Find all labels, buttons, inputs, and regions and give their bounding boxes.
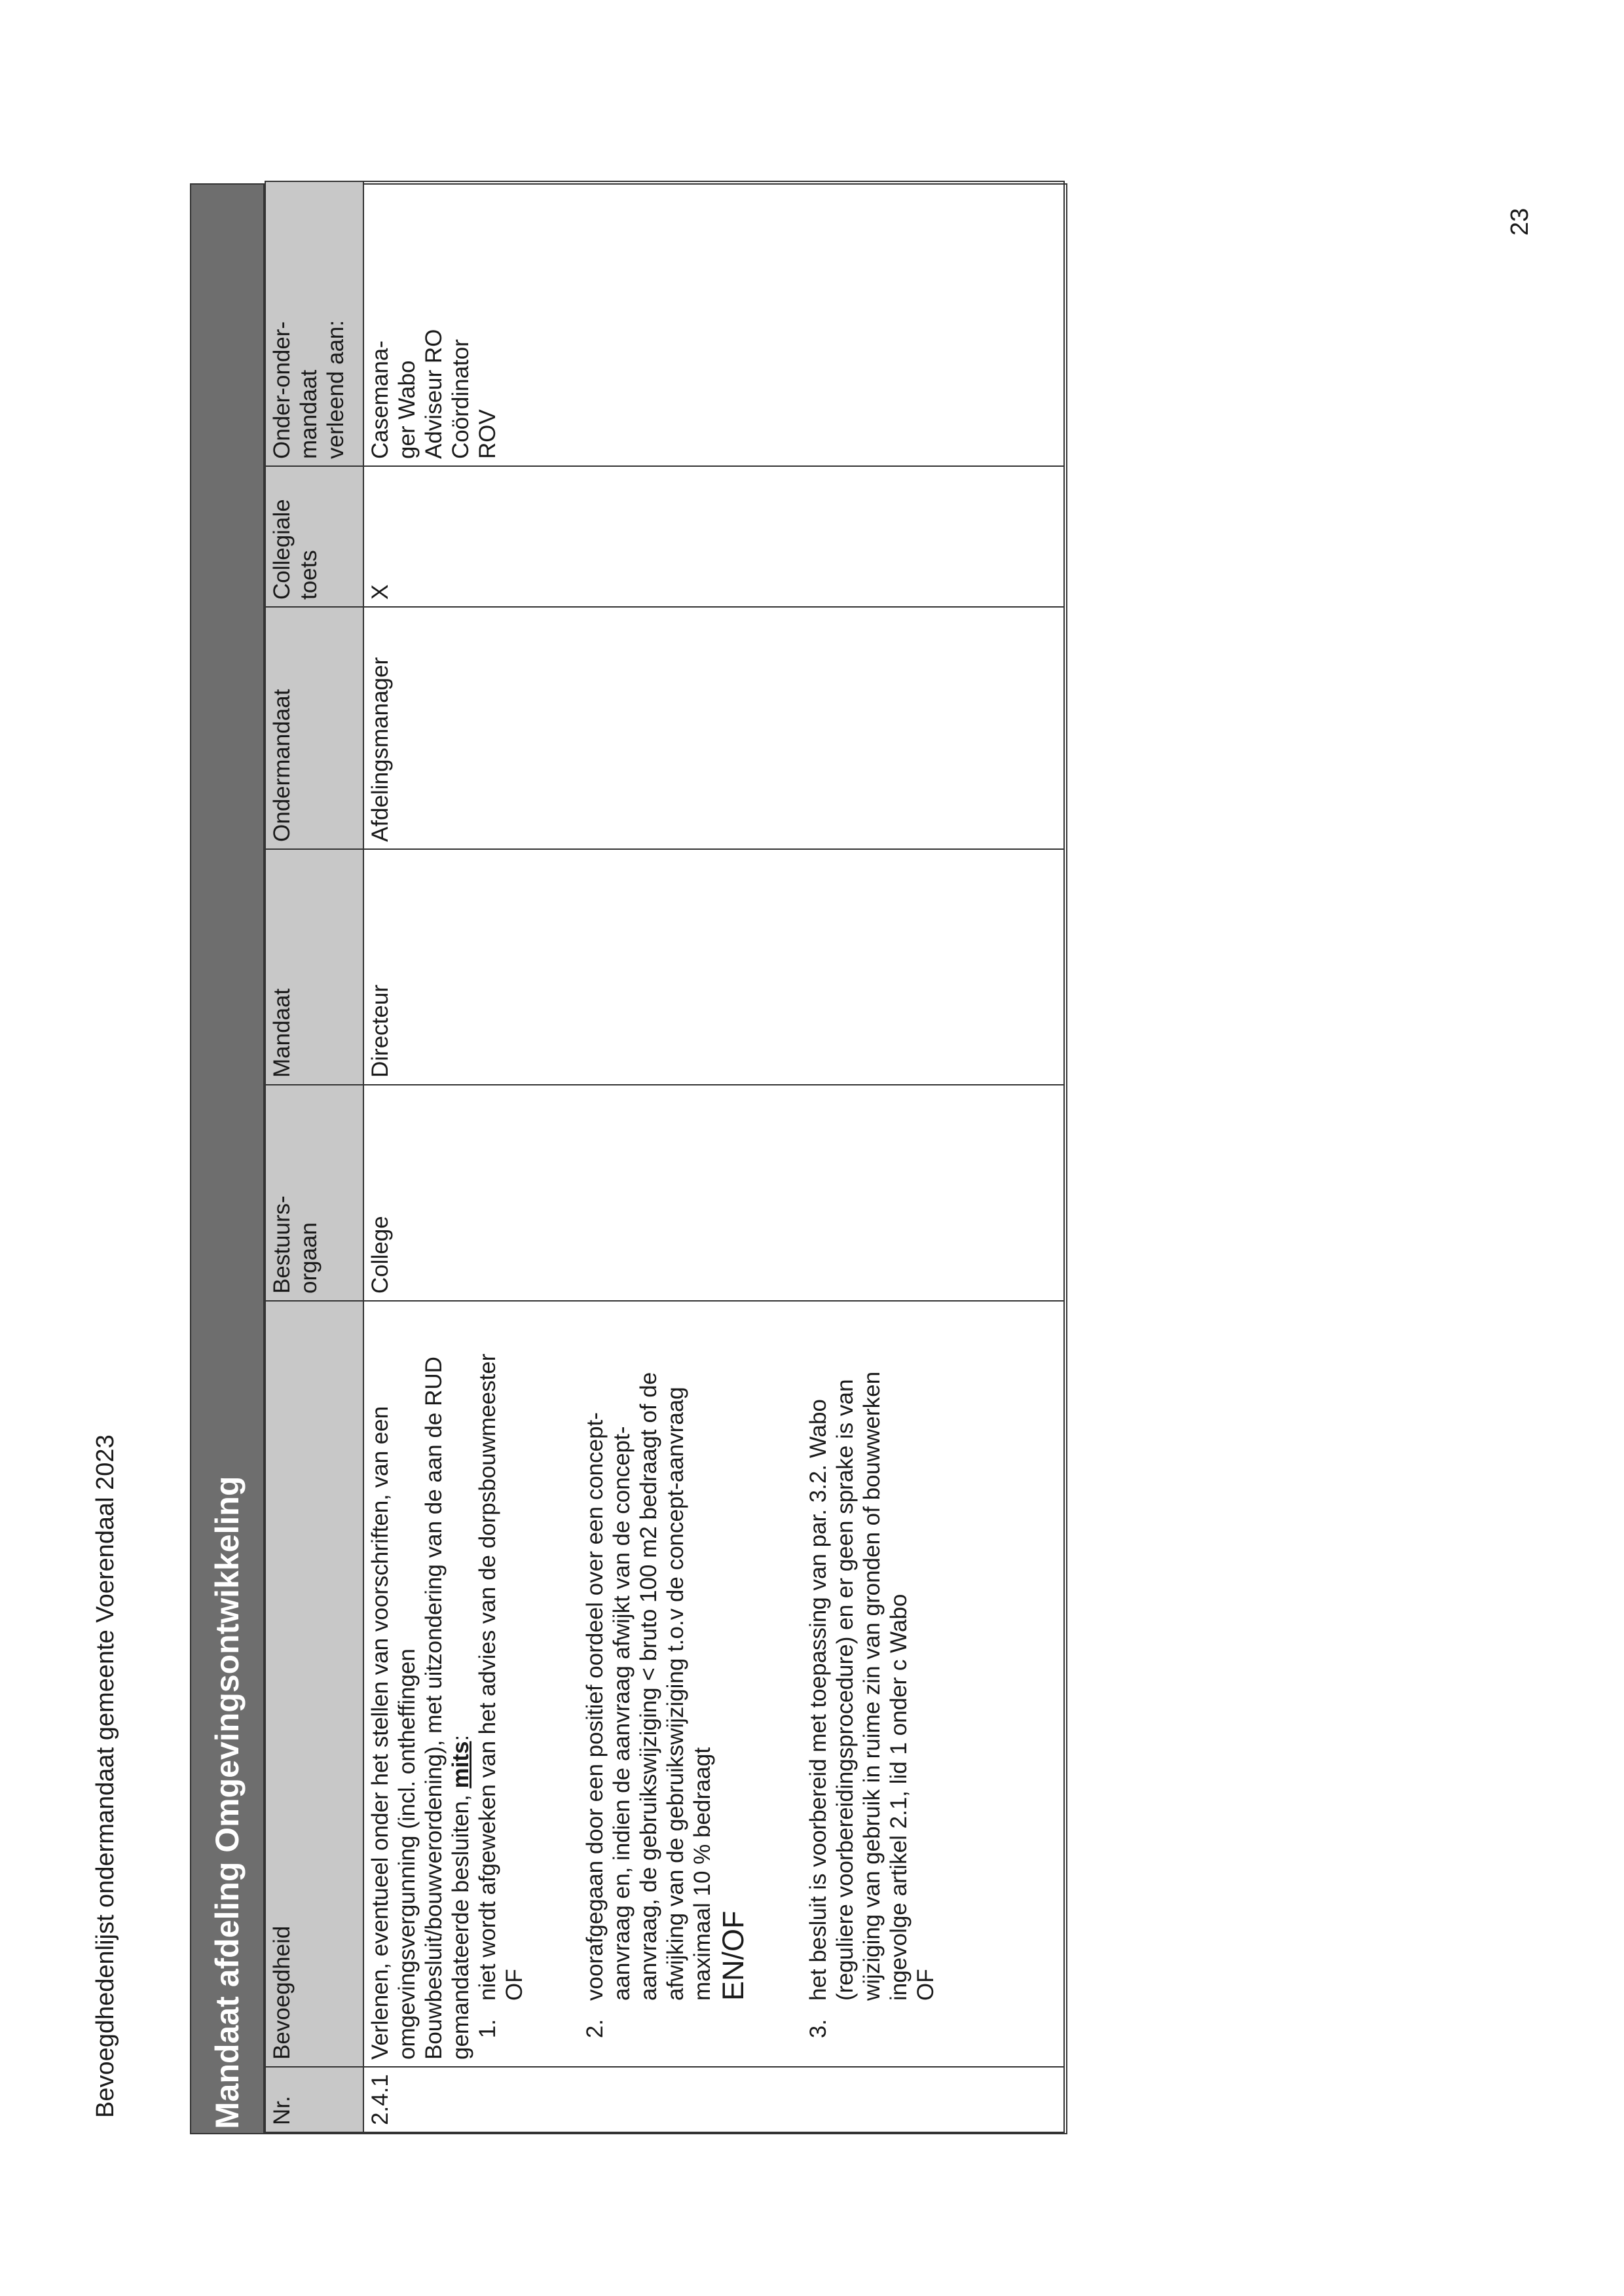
cell-bevoegdheid <box>363 1301 1064 2067</box>
col-header-oo-line1: Onder-onder- <box>269 321 295 459</box>
table-row <box>363 181 1064 2132</box>
oo-line: Casemana- <box>367 340 393 459</box>
condition-number: 1. <box>475 2019 500 2039</box>
header-row <box>265 181 363 2132</box>
col-header-collegiale-toets <box>265 466 363 607</box>
page-number: 23 <box>1506 208 1534 236</box>
condition-connector: EN/OF <box>716 1910 750 2001</box>
condition-line: aanvraag en, indien de aanvraag afwijkt van de concept- <box>609 1426 635 2001</box>
col-header-bevoegdheid: Bevoegdheid <box>265 1301 363 2067</box>
col-header-oo-line3: verleend aan: <box>323 319 348 459</box>
oo-line: Coördinator <box>448 339 473 459</box>
col-header-bestuursorgaan-line2: orgaan <box>296 1222 322 1294</box>
condition-number: 3. <box>805 2019 831 2039</box>
mandate-grid <box>265 181 1065 2133</box>
intro-line-text: gemandateerde besluiten, <box>448 1795 473 2060</box>
condition-line: OF <box>502 1969 527 2001</box>
intro-line: Bouwbesluit/bouwverordening), met uitzondering van de aan de RUD <box>421 1357 447 2060</box>
intro-line: omgevingsvergunning (incl. ontheffingen <box>394 1649 420 2060</box>
condition-line: OF <box>913 1969 938 2001</box>
condition-line: wijziging van gebruik in ruime zin van gronden of bouwwerken <box>859 1371 885 2001</box>
condition-text <box>474 1308 528 2001</box>
cell-mandaat: Directeur <box>363 849 1064 1085</box>
cell-collegiale-toets: X <box>363 466 1064 607</box>
list-spacer <box>751 1308 805 2060</box>
col-header-ondermandaat: Ondermandaat <box>265 607 363 849</box>
cell-bestuursorgaan: College <box>363 1085 1064 1301</box>
condition-list <box>474 1308 939 2060</box>
condition-line: afwijking van de gebruikswijziging t.o.v de concept-aanvraag <box>663 1387 688 2001</box>
col-header-bestuursorgaan-line1: Bestuurs- <box>269 1195 295 1294</box>
intro-line: Verlenen, eventueel onder het stellen van voorschriften, van een <box>367 1406 393 2060</box>
col-header-onder-ondermandaat <box>265 181 363 466</box>
cell-nr: 2.4.1 <box>363 2067 1064 2132</box>
oo-line: Adviseur RO <box>421 329 447 459</box>
col-header-nr: Nr. <box>265 2067 363 2132</box>
condition-text <box>581 1308 751 2001</box>
condition-line: niet wordt afgeweken van het advies van de dorpsbouwmeester <box>475 1353 500 2001</box>
col-header-toets-line1: Collegiale <box>269 499 295 600</box>
mits-colon: : <box>448 1734 473 1741</box>
condition-line: maximaal 10 % bedraagt <box>690 1747 715 2001</box>
condition-item <box>474 1308 528 2060</box>
condition-item <box>581 1308 751 2060</box>
table-banner: Mandaat afdeling Omgevingsontwikkeling <box>191 185 265 2133</box>
oo-line: ROV <box>475 409 500 459</box>
condition-line: (reguliere voorbereidingsprocedure) en er geen sprake is van <box>832 1379 858 2001</box>
condition-line: het besluit is voorbereid met toepassing van par. 3.2. Wabo <box>805 1399 831 2001</box>
col-header-bestuursorgaan <box>265 1085 363 1301</box>
condition-line: voorafgegaan door een positief oordeel over een concept- <box>582 1412 608 2001</box>
col-header-mandaat: Mandaat <box>265 849 363 1085</box>
intro-line <box>447 1308 474 2060</box>
mits-emphasis: mits <box>448 1741 473 1789</box>
condition-line: aanvraag, de gebruikswijziging < bruto 100 m2 bedraagt of de <box>636 1372 661 2001</box>
col-header-oo-line2: mandaat <box>296 369 322 459</box>
oo-line: ger Wabo <box>394 360 420 459</box>
condition-text <box>805 1308 939 2001</box>
col-header-toets-line2: toets <box>296 550 322 600</box>
list-spacer <box>528 1308 581 2060</box>
cell-onder-ondermandaat <box>363 181 1064 466</box>
mandate-table <box>190 183 1067 2134</box>
cell-ondermandaat: Afdelingsmanager <box>363 607 1064 849</box>
condition-number: 2. <box>582 2019 608 2039</box>
condition-item <box>805 1308 939 2060</box>
condition-line: ingevolge artikel 2.1, lid 1 onder c Wabo <box>886 1594 912 2001</box>
document-title: Bevoegdhedenlijst ondermandaat gemeente Voerendaal 2023 <box>92 1434 119 2118</box>
running-header <box>92 1300 120 2118</box>
